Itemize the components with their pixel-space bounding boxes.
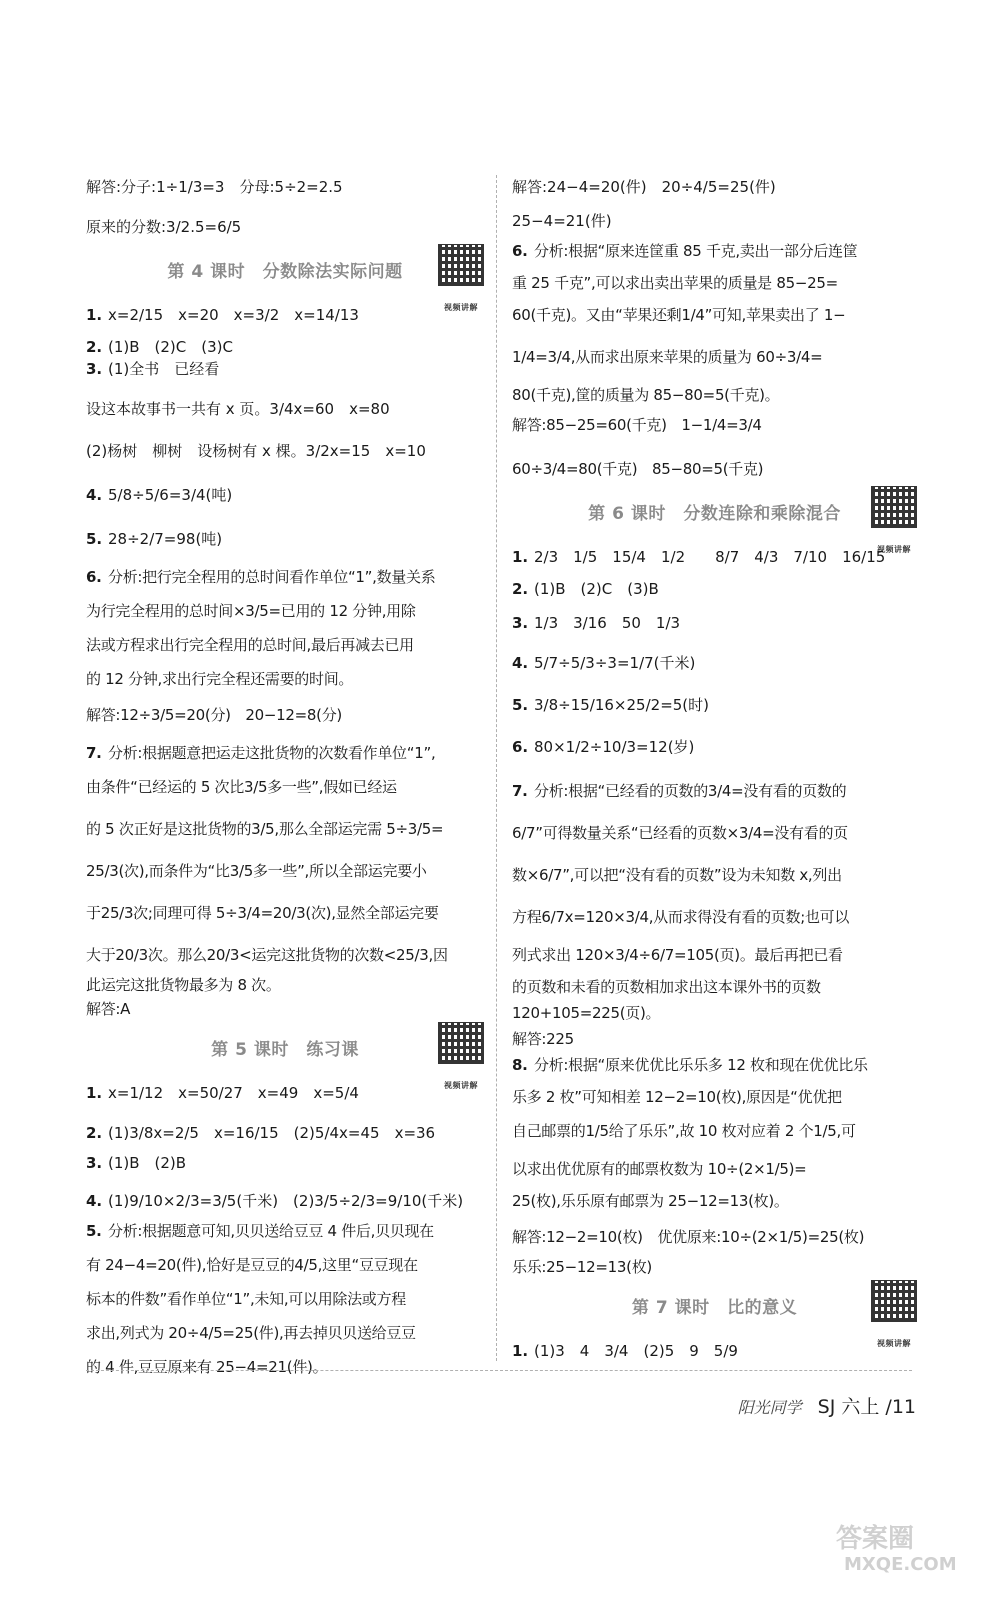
left-column [86,176,484,1378]
right-column [512,176,917,1362]
brand-logo: 阳光同学 [737,1398,802,1417]
lesson-4-header [86,252,484,312]
question-4: 4. (1)9/10×2/3=3/5(千米) (2)3/5÷2/3=9/10(千米) [86,1192,464,1210]
question-1: 1. 2/3 1/5 15/4 1/2 8/7 4/3 7/10 16/15 [512,548,886,566]
qr-code-icon [438,244,484,286]
answer-line: 解答:分子:1÷1/3=3 分母:5÷2=2.5 [86,178,343,196]
qr-label: 视频讲解 [444,303,478,312]
qr-code-icon [438,1022,484,1064]
watermark-logo: 答案圈 [836,1524,915,1554]
lesson-title: 第 4 课时 分数除法实际问题 [167,262,403,282]
question-2: 2. (1)B (2)C (3)C [86,338,233,356]
lesson-6-header [512,494,917,554]
footer-divider [86,1370,912,1371]
page-footer [686,1392,916,1419]
qr-label: 视频讲解 [444,1081,478,1090]
question-7: 7. 分析:根据题意把运走这批货物的次数看作单位“1”, 由条件“已经运的 5 次比3/5多一些”,假如已经运 的 5 次正好是这批货物的3/5,那么全部运完需 5÷3/5= 25/3(次),而条件为“比3/5多一些”,所以全部运完要小 于25/3次;同理可得 5÷3/4=20/3(次),显然全部运完要 大于20/3次。那么20/3<运完这批货物的次数<25/3,因 此运完这批货物最多为 8 次。 解答:A [86,744,448,1018]
lesson-5-header [86,1030,484,1090]
question-3: 3. 1/3 3/16 50 1/3 [512,614,681,632]
question-8: 8. 分析:根据“原来优优比乐乐多 12 枚和现在优优比乐 乐多 2 枚”可知相差 12−2=10(枚),原因是“优优把 自己邮票的1/5给了乐乐”,故 10 枚对应着 2 个1/5,可 以求出优优原有的邮票枚数为 10÷(2×1/5)= 25(枚),乐乐原有邮票为 25−12=13(枚)。 解答:12−2=10(枚) 优优原来:10÷(2×1/5)=25(枚) 乐乐:25−12=13(枚) [512,1056,868,1276]
qr-code-icon [871,486,917,528]
answer-line: 25−4=21(件) [512,212,612,230]
question-6: 6. 分析:根据“原来连筐重 85 千克,卖出一部分后连筐 重 25 千克”,可以求出卖出苹果的质量是 85−25= 60(千克)。又由“苹果还剩1/4”可知,苹果卖出了 1− 1/4=3/4,从而求出原来苹果的质量为 60÷3/4= 80(千克),筐的质量为 85−80=5(千克)。 解答:85−25=60(千克) 1−1/4=3/4 60÷3/4=80(千克) 85−80=5(千克) [512,242,858,478]
lesson-7-header [512,1288,917,1348]
lesson-title: 第 6 课时 分数连除和乘除混合 [588,504,841,524]
question-1: 1. x=2/15 x=20 x=3/2 x=14/13 [86,306,359,324]
qr-label: 视频讲解 [877,545,911,554]
question-7: 7. 分析:根据“已经看的页数的3/4=没有看的页数的 6/7”可得数量关系“已经看的页数×3/4=没有看的页 数×6/7”,可以把“没有看的页数”设为未知数 x,列出 方程6/7x=120×3/4,从而求得没有看的页数;也可以 列式求出 120×3/4÷6/7=105(页)。最后再把已看 的页数和未看的页数相加求出这本课外书的页数 120+105=225(页)。 解答:225 [512,782,850,1048]
answer-line: 原来的分数:3/2.5=6/5 [86,218,242,236]
column-divider [496,175,497,1361]
question-5: 5. 3/8÷15/16×25/2=5(时) [512,696,710,714]
question-2: 2. (1)3/8x=2/5 x=16/15 (2)5/4x=45 x=36 [86,1124,436,1142]
question-4: 4. 5/7÷5/3÷3=1/7(千米) [512,654,696,672]
watermark-url: MXQE.COM [844,1554,957,1575]
question-5: 5. 28÷2/7=98(吨) [86,530,223,548]
question-1: 1. x=1/12 x=50/27 x=49 x=5/4 [86,1084,359,1102]
question-2: 2. (1)B (2)C (3)B [512,580,659,598]
question-5: 5. 分析:根据题意可知,贝贝送给豆豆 4 件后,贝贝现在 有 24−4=20(件),恰好是豆豆的4/5,这里“豆豆现在 标本的件数”看作单位“1”,未知,可以用除法或方程 求出,列式为 20÷4/5=25(件),再去掉贝贝送给豆豆 的 4 件,豆豆原来有 25−4=21(件)。 [86,1222,434,1376]
qr-label: 视频讲解 [877,1339,911,1348]
question-4: 4. 5/8÷5/6=3/4(吨) [86,486,233,504]
page-number: SJ 六上 /11 [817,1396,916,1418]
question-3: 3. (1)全书 已经看 设这本故事书一共有 x 页。3/4x=60 x=80 (2)杨树 柳树 设杨树有 x 棵。3/2x=15 x=10 [86,360,426,460]
question-3: 3. (1)B (2)B [86,1154,187,1172]
question-6: 6. 80×1/2÷10/3=12(岁) [512,738,695,756]
question-6: 6. 分析:把行完全程用的总时间看作单位“1”,数量关系 为行完全程用的总时间×3/5=已用的 12 分钟,用除 法或方程求出行完全程用的总时间,最后再减去已用 的 12 分钟,求出行完全程还需要的时间。 解答:12÷3/5=20(分) 20−12=8(分) [86,568,436,724]
lesson-title: 第 5 课时 练习课 [211,1040,359,1060]
question-1: 1. (1)3 4 3/4 (2)5 9 5/9 [512,1342,738,1360]
lesson-title: 第 7 课时 比的意义 [631,1298,798,1318]
answer-line: 解答:24−4=20(件) 20÷4/5=25(件) [512,178,776,196]
qr-code-icon [871,1280,917,1322]
